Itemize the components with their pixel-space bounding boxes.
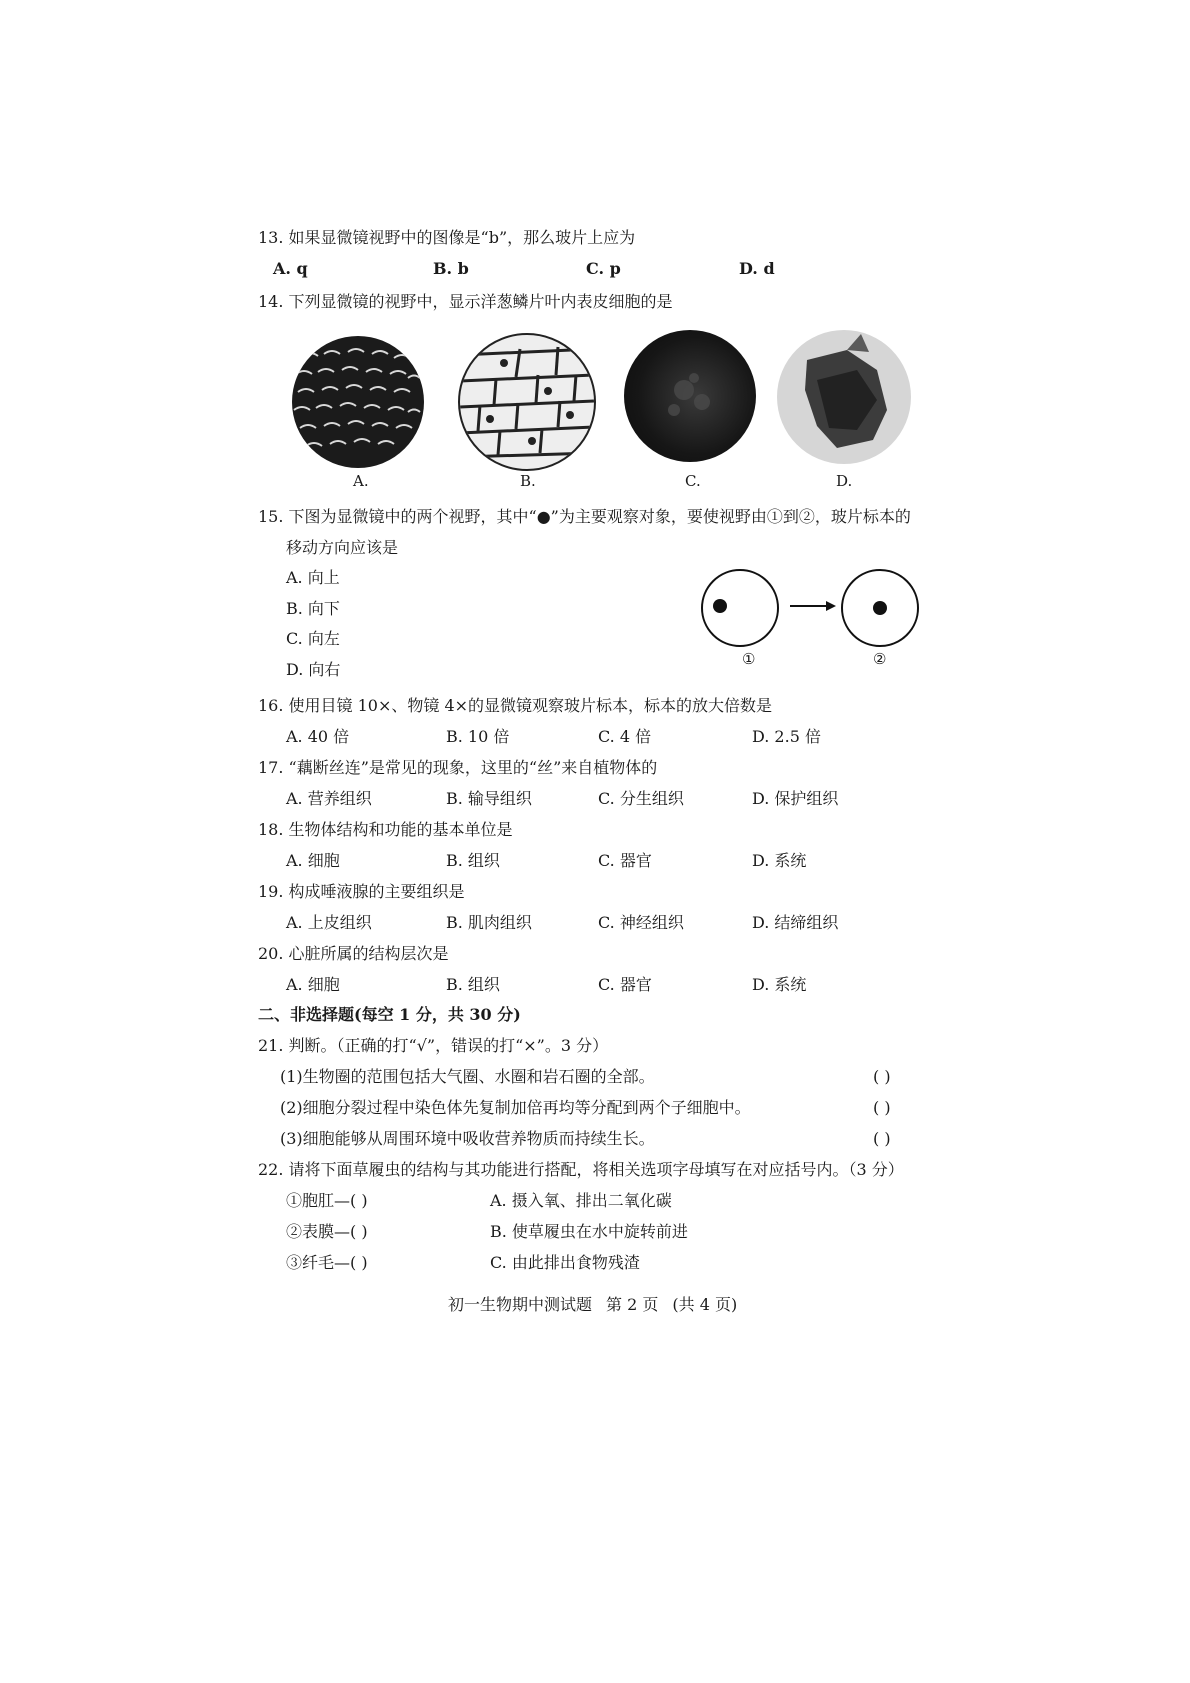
q21-item-2: (2)细胞分裂过程中染色体先复制加倍再均等分配到两个子细胞中。 [280,1098,751,1117]
q16-option-c: C. 4 倍 [598,727,652,746]
q15-option-c: C. 向左 [286,629,340,648]
micrograph-b [458,333,596,471]
field-label-2: ② [873,650,887,668]
q15-stem-line2: 移动方向应该是 [286,538,399,557]
q13-option-c: C. p [586,259,621,278]
q22-structure-3[interactable]: ③纤毛—( ) [286,1253,368,1272]
micrograph-d [777,330,911,464]
q22-function-a: A. 摄入氧、排出二氧化碳 [490,1191,672,1210]
q15-option-a: A. 向上 [286,568,340,587]
q21-item-3: (3)细胞能够从周围环境中吸收营养物质而持续生长。 [280,1129,655,1148]
q20-stem: 20. 心脏所属的结构层次是 [258,944,449,963]
q21-answer-2[interactable]: ( ) [873,1098,891,1117]
q22-structure-2[interactable]: ②表膜—( ) [286,1222,368,1241]
q15-stem-line1: 15. 下图为显微镜中的两个视野，其中“●”为主要观察对象，要使视野由①到②，玻片标本的 [258,507,911,526]
q15-option-d: D. 向右 [286,660,341,679]
q17-option-a: A. 营养组织 [286,789,372,808]
q21-item-1: (1)生物圈的范围包括大气圈、水圈和岩石圈的全部。 [280,1067,655,1086]
q13-option-a: A. q [273,259,308,278]
q22-structure-1[interactable]: ①胞肛—( ) [286,1191,368,1210]
q20-option-c: C. 器官 [598,975,652,994]
q18-option-a: A. 细胞 [286,851,340,870]
q17-option-b: B. 输导组织 [446,789,532,808]
q19-option-a: A. 上皮组织 [286,913,372,932]
q20-option-d: D. 系统 [752,975,807,994]
footer-total: (共 4 页) [672,1295,738,1314]
field-label-1: ① [742,650,756,668]
q19-option-d: D. 结缔组织 [752,913,839,932]
q20-option-b: B. 组织 [446,975,500,994]
q13-stem: 13. 如果显微镜视野中的图像是“b”，那么玻片上应为 [258,228,636,247]
q16-option-b: B. 10 倍 [446,727,510,746]
q17-option-c: C. 分生组织 [598,789,684,808]
micrograph-c [624,330,756,462]
q16-stem: 16. 使用目镜 10×、物镜 4×的显微镜观察玻片标本，标本的放大倍数是 [258,696,773,715]
q21-answer-1[interactable]: ( ) [873,1067,891,1086]
q17-option-d: D. 保护组织 [752,789,839,808]
q13-option-d: D. d [739,259,775,278]
q15-option-b: B. 向下 [286,599,340,618]
footer-title: 初一生物期中测试题 [448,1295,593,1314]
q22-function-b: B. 使草履虫在水中旋转前进 [490,1222,688,1241]
q20-option-a: A. 细胞 [286,975,340,994]
q18-option-d: D. 系统 [752,851,807,870]
q19-option-b: B. 肌肉组织 [446,913,532,932]
micrograph-label-b: B. [520,472,536,490]
micrograph-label-a: A. [353,472,369,490]
q22-function-c: C. 由此排出食物残渣 [490,1253,640,1272]
q15-field-diagram [690,560,930,670]
q19-option-c: C. 神经组织 [598,913,684,932]
micrograph-label-c: C. [685,472,701,490]
q16-option-a: A. 40 倍 [286,727,350,746]
q13-option-b: B. b [433,259,469,278]
q19-stem: 19. 构成唾液腺的主要组织是 [258,882,465,901]
q14-stem: 14. 下列显微镜的视野中，显示洋葱鳞片叶内表皮细胞的是 [258,292,673,311]
footer-page: 第 2 页 [606,1295,659,1314]
q18-option-c: C. 器官 [598,851,652,870]
micrograph-label-d: D. [836,472,853,490]
q21-answer-3[interactable]: ( ) [873,1129,891,1148]
q21-stem: 21. 判断。（正确的打“√”，错误的打“×”。3 分） [258,1036,609,1055]
q17-stem: 17. “藕断丝连”是常见的现象，这里的“丝”来自植物体的 [258,758,658,777]
q18-stem: 18. 生物体结构和功能的基本单位是 [258,820,513,839]
section-2-title: 二、非选择题(每空 1 分，共 30 分) [258,1005,521,1024]
micrograph-a [292,336,424,468]
q22-stem: 22. 请将下面草履虫的结构与其功能进行搭配，将相关选项字母填写在对应括号内。（3 分） [258,1160,904,1179]
q16-option-d: D. 2.5 倍 [752,727,821,746]
q18-option-b: B. 组织 [446,851,500,870]
page-footer [448,1292,737,1315]
